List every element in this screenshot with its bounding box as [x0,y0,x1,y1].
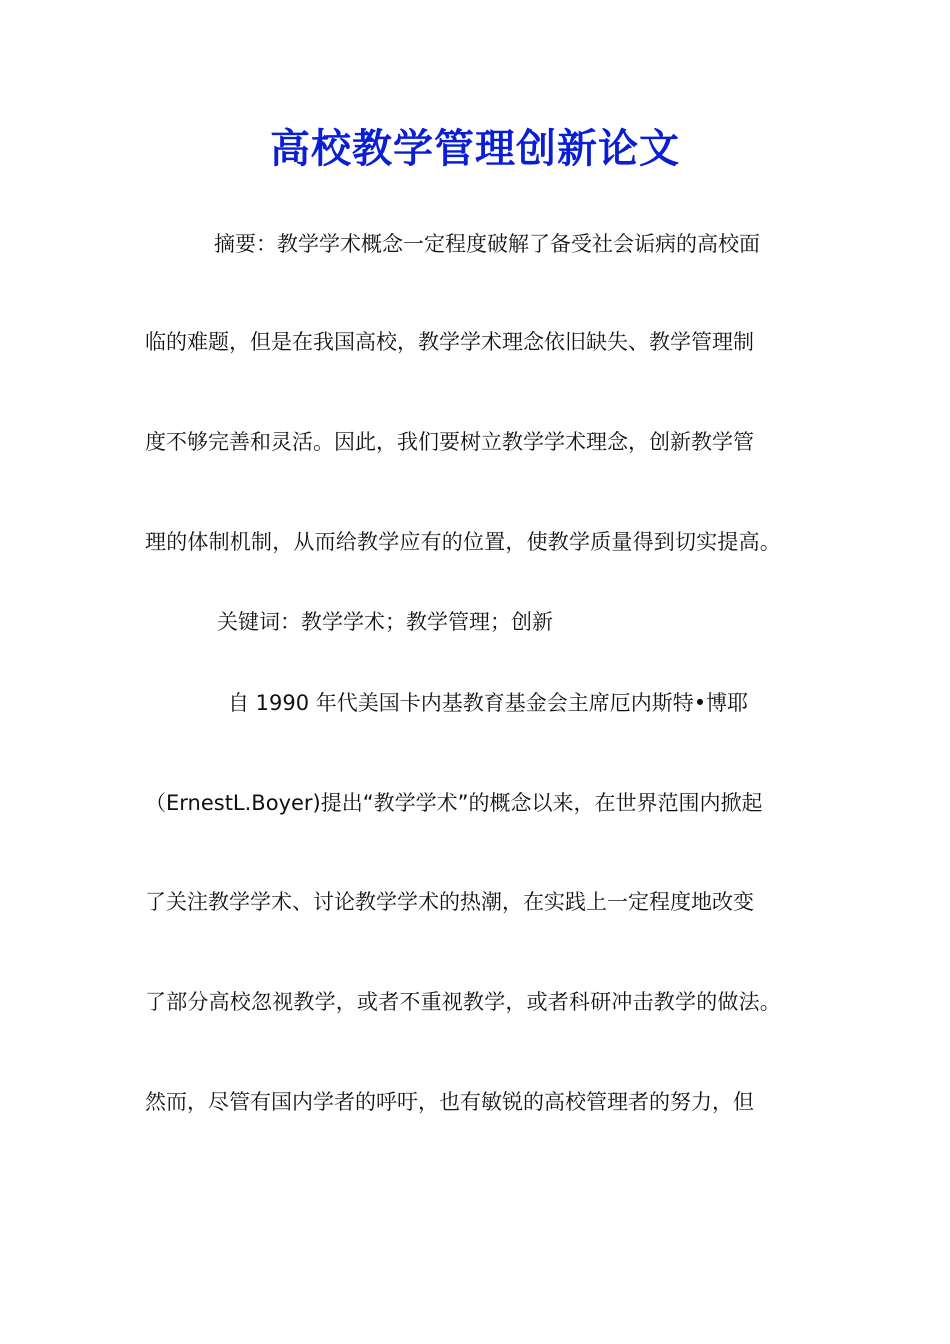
body-line-5: 然而，尽管有国内学者的呼吁，也有敏锐的高校管理者的努力，但 [145,1090,754,1114]
keywords-line: 关键词：教学学术；教学管理；创新 [217,610,553,634]
abstract-line-4: 理的体制机制，从而给教学应有的位置，使教学质量得到切实提高。 [145,530,781,554]
body-line-4: 了部分高校忽视教学，或者不重视教学，或者科研冲击教学的做法。 [145,990,781,1014]
body-line-1: 自 1990 年代美国卡内基教育基金会主席厄内斯特•博耶 [228,691,749,715]
abstract-line-1: 摘要：教学学术概念一定程度破解了备受社会诟病的高校面 [214,232,760,256]
body-line-2: （ErnestL.Boyer)提出“教学学术”的概念以来，在世界范围内掀起 [145,791,763,815]
abstract-line-3: 度不够完善和灵活。因此，我们要树立教学学术理念，创新教学管 [145,430,754,454]
body-line-3: 了关注教学学术、讨论教学学术的热潮，在实践上一定程度地改变 [145,890,754,914]
abstract-line-2: 临的难题，但是在我国高校，教学学术理念依旧缺失、教学管理制 [145,330,754,354]
document-title: 高校教学管理创新论文 [270,125,680,172]
